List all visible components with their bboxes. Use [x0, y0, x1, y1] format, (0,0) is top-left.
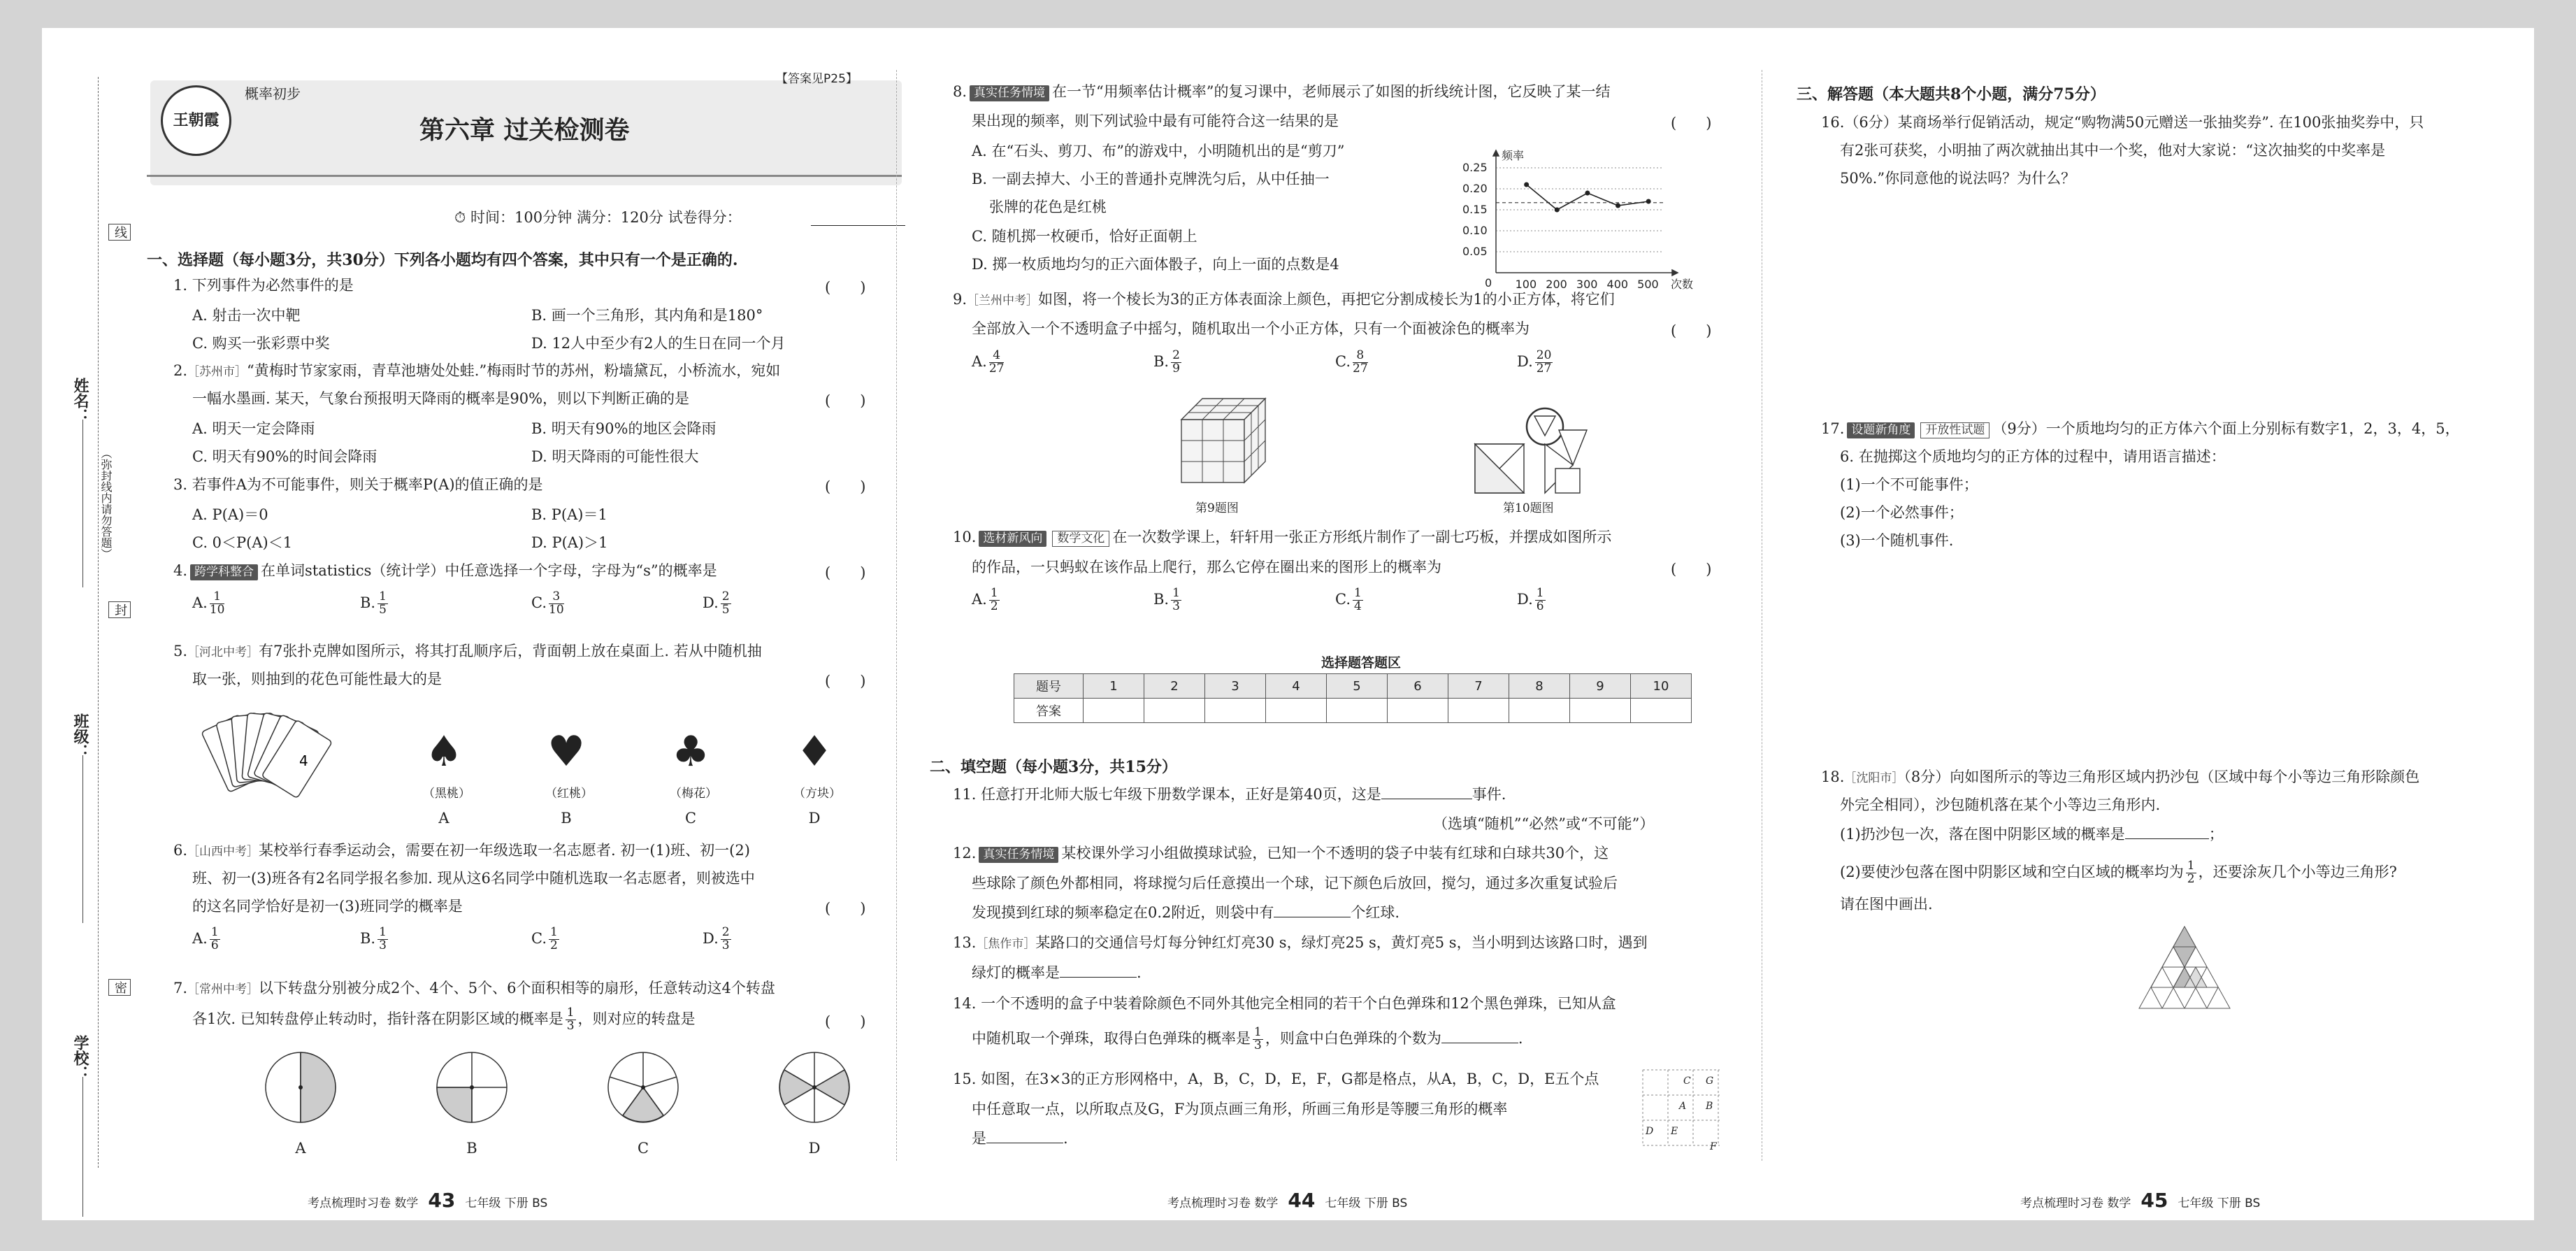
- q6-option-d: D. $\frac{2}{3}$: [703, 925, 730, 952]
- school-underline: [82, 1077, 83, 1217]
- suit-name-club: （梅花）: [670, 787, 717, 801]
- page-title: 第六章 过关检测卷: [419, 116, 630, 145]
- y-axis-label: 频率: [1502, 149, 1525, 162]
- side-label-line: 线: [108, 224, 131, 241]
- q5-option-d: D: [808, 810, 821, 827]
- q1-answer-paren[interactable]: ( ): [825, 279, 866, 296]
- q6-line2: 班、初一(3)班各有2名同学报名参加. 现从这6名同学中随机选取一名志愿者，则被选中: [192, 870, 755, 887]
- q10-option-b: B. $\frac{1}{3}$: [1153, 586, 1180, 613]
- q1-stem: 1. 下列事件为必然事件的是: [173, 277, 354, 294]
- q16-answer-space[interactable]: [1821, 196, 2520, 406]
- q6-option-b: B. $\frac{1}{3}$: [360, 925, 387, 952]
- q5-line2: 取一张，则抽到的花色可能性最大的是: [192, 671, 442, 687]
- name-underline: [82, 420, 83, 587]
- frequency-series-line: [1527, 185, 1649, 210]
- q1-option-b: B. 画一个三角形，其内角和是180°: [531, 307, 763, 324]
- side-label-secret: 密: [108, 979, 131, 996]
- exam-sheet: [42, 28, 2534, 1220]
- q9-answer-paren[interactable]: ( ): [1671, 322, 1712, 339]
- q10-option-a: A. $\frac{1}{2}$: [972, 586, 998, 613]
- q17-sub1: (1)一个不可能事件；: [1840, 476, 1978, 493]
- answer-cell[interactable]: [1266, 699, 1327, 723]
- q9-option-d: D. $\frac{20}{27}$: [1517, 348, 1552, 376]
- grid-figure-q15: [1636, 1063, 1727, 1154]
- q16-line3: 50%.”你同意他的说法吗？为什么？: [1840, 170, 2076, 187]
- q5-answer-paren[interactable]: ( ): [825, 673, 866, 689]
- fig9-caption: 第9题图: [1195, 501, 1239, 515]
- q8-line1: 8. 真实任务情境 在一节“用频率估计概率”的复习课中，老师展示了如图的折线统计图，它反映了某一结: [953, 83, 1611, 101]
- grid-point-d: D: [1646, 1126, 1654, 1137]
- footer-page-44: 考点梳理时习卷 数学 44 七年级 下册 BS: [1167, 1189, 1408, 1212]
- q18-line1: 18.［沈阳市］（8分）向如图所示的等边三角形区域内扔沙包（区域中每个小等边三角形除颜色: [1821, 769, 2420, 785]
- q18-blank[interactable]: [2125, 826, 2209, 839]
- spinner-label-d: D: [808, 1140, 821, 1157]
- answer-cell[interactable]: [1509, 699, 1570, 723]
- playing-cards-figure: [199, 699, 346, 804]
- q12-line2: 些球除了颜色外都相同，将球搅匀后任意摸出一个球，记下颜色后放回，搅匀，通过多次重复试验后: [972, 875, 1618, 892]
- q16-line1: 16.（6分）某商场举行促销活动，规定“购物满50元赠送一张抽奖券”. 在100张抽奖券中，只: [1821, 114, 2424, 131]
- q18-line2: 外完全相同），沙包随机落在某个小等边三角形内.: [1840, 796, 2161, 813]
- x-tick-label: 300: [1576, 278, 1598, 291]
- answer-cell[interactable]: [1631, 699, 1692, 723]
- suit-name-diamond: （方块）: [793, 787, 841, 801]
- x-axis-label: 次数: [1671, 278, 1694, 291]
- section2-title: 二、填空题（每小题3分，共15分）: [930, 758, 1177, 776]
- q10-line2: 的作品，一只蚂蚁在该作品上爬行，那么它停在圈出来的图形上的概率为: [972, 559, 1441, 576]
- frequency-line-chart: [1454, 129, 1694, 301]
- answer-number: 1: [1084, 674, 1144, 699]
- q9-line2: 全部放入一个不透明盒子中摇匀，随机取出一个小正方体，只有一个面被涂色的概率为: [972, 320, 1530, 337]
- frequency-point: [1646, 199, 1651, 204]
- q5-option-b: B: [561, 810, 572, 827]
- q10-answer-paren[interactable]: ( ): [1671, 561, 1712, 578]
- footer-page-45: 考点梳理时习卷 数学 45 七年级 下册 BS: [2020, 1189, 2261, 1212]
- q14-line1: 14. 一个不透明的盒子中装着除颜色不同外其他完全相同的若干个白色弹珠和12个黑色弹珠，已知从盒: [953, 995, 1616, 1012]
- q12-line3: 发现摸到红球的频率稳定在0.2附近，则袋中有 个红球.: [972, 904, 1400, 921]
- q2-option-d: D. 明天降雨的可能性很大: [531, 448, 699, 465]
- q9-option-c: C. $\frac{8}{27}$: [1335, 348, 1368, 376]
- q10-line1: 10. 选材新风向 数学文化 在一次数学课上，轩轩用一张正方形纸片制作了一副七巧板，并摆成如图所示: [953, 528, 1611, 547]
- q7-line2: 各1次. 已知转盘停止转动时，指针落在阴影区域的概率是 $\frac{1}{3}$ ，则对应的转盘是: [192, 1006, 696, 1033]
- q8-option-c: C. 随机掷一枚硬币，恰好正面朝上: [972, 228, 1197, 245]
- side-label-name: 姓名：: [71, 378, 89, 424]
- answer-cell[interactable]: [1084, 699, 1144, 723]
- q5-line1: 5.［河北中考］有7张扑克牌如图所示，将其打乱顺序后，背面朝上放在桌面上. 若从中随机抽: [173, 643, 762, 659]
- q15-line1: 15. 如图，在3×3的正方形网格中，A，B，C，D，E，F，G都是格点，从A，B，C，D，E五个点: [953, 1071, 1599, 1087]
- q4-option-a: A. $\frac{1}{10}$: [192, 589, 225, 617]
- diamond-icon: ♦: [796, 727, 833, 776]
- q9-option-a: A. $\frac{4}{27}$: [972, 348, 1005, 376]
- frequency-point: [1616, 203, 1620, 208]
- q17-line1: 17. 设题新角度 开放性试题 （9分）一个质地均匀的正方体六个面上分别标有数字1，2，3，4，5，: [1821, 420, 2460, 438]
- answer-table-label: 题号: [1014, 674, 1084, 699]
- q10-option-c: C. $\frac{1}{4}$: [1335, 586, 1362, 613]
- q5-option-a: A: [438, 810, 449, 827]
- q15-line2: 中任意取一点，以所取点及G，F为顶点画三角形，所画三角形是等腰三角形的概率: [972, 1101, 1508, 1117]
- q3-option-a: A. P(A)＝0: [192, 506, 268, 523]
- score-field[interactable]: [811, 225, 905, 226]
- q17-line2: 6. 在抛掷这个质地均匀的正方体的过程中，请用语言描述：: [1840, 448, 2226, 465]
- q2-option-a: A. 明天一定会降雨: [192, 420, 315, 437]
- answer-number: 2: [1144, 674, 1205, 699]
- suit-name-heart: （红桃）: [545, 787, 593, 801]
- chapter-topic: 概率初步: [245, 85, 301, 102]
- answer-table-header-row: [1014, 674, 1692, 699]
- column-divider-1: [896, 70, 897, 1161]
- q1-option-a: A. 射击一次中靶: [192, 307, 301, 324]
- answer-reference: 【答案见P25】: [776, 72, 858, 86]
- q3-answer-paren[interactable]: ( ): [825, 478, 866, 495]
- answer-cell[interactable]: [1327, 699, 1388, 723]
- brand-logo: 王朝霞: [161, 85, 231, 156]
- grid-point-a: A: [1679, 1101, 1687, 1112]
- y-tick-label: 0.15: [1462, 203, 1488, 216]
- answer-number: 3: [1205, 674, 1266, 699]
- q13-blank[interactable]: [1060, 964, 1137, 978]
- grid-point-e: E: [1671, 1126, 1678, 1137]
- frequency-point: [1555, 208, 1560, 213]
- q4-stem: 4. 跨学科整合 在单词statistics（统计学）中任意选择一个字母，字母为“s”的概率是: [173, 562, 717, 580]
- answer-cell[interactable]: [1144, 699, 1205, 723]
- answer-number: 9: [1570, 674, 1631, 699]
- q15-blank[interactable]: [986, 1130, 1063, 1143]
- answer-number: 8: [1509, 674, 1570, 699]
- q18-sub3: 请在图中画出.: [1840, 896, 1933, 913]
- q9-line1: 9.［兰州中考］如图，将一个棱长为3的正方体表面涂上颜色，再把它分割成棱长为1的小正方体，将它们: [953, 291, 1615, 308]
- q14-blank[interactable]: [1441, 1030, 1518, 1043]
- q1-option-c: C. 购买一张彩票中奖: [192, 335, 330, 352]
- frequency-point: [1524, 183, 1529, 187]
- q3-option-d: D. P(A)＞1: [531, 534, 608, 551]
- class-underline: [82, 755, 83, 923]
- q14-line2: 中随机取一个弹珠，取得白色弹珠的概率是 $\frac{1}{3}$ ，则盒中白色弹珠的个数为 .: [972, 1025, 1523, 1052]
- footer-page-43: 考点梳理时习卷 数学 43 七年级 下册 BS: [308, 1189, 548, 1212]
- grid-point-c: C: [1683, 1075, 1691, 1087]
- q11-blank[interactable]: [1381, 786, 1472, 799]
- q18-sub1: (1)扔沙包一次，落在图中阴影区域的概率是 ；: [1840, 826, 2224, 843]
- answer-number: 5: [1327, 674, 1388, 699]
- q17-sub2: (2)一个必然事件；: [1840, 504, 1964, 521]
- exam-meta: ⏱ 时间：100分钟 满分：120分 试卷得分：: [454, 209, 742, 226]
- spade-icon: ♠: [425, 727, 463, 776]
- grid-point-b: B: [1706, 1101, 1713, 1112]
- club-icon: ♣: [672, 727, 710, 776]
- frequency-point: [1585, 191, 1590, 196]
- q3-stem: 3. 若事件A为不可能事件，则关于概率P(A)的值正确的是: [173, 476, 543, 493]
- answer-table: [1014, 673, 1692, 723]
- grid-point-g: G: [1706, 1075, 1714, 1087]
- q8-option-b-line2: 张牌的花色是红桃: [989, 199, 1107, 215]
- answer-table-answer-row: [1014, 699, 1692, 723]
- answer-number: 7: [1448, 674, 1509, 699]
- answer-area-title: 选择题答题区: [1321, 655, 1402, 671]
- y-axis-arrow: [1493, 150, 1499, 156]
- section1-title: 一、选择题（每小题3分，共30分）下列各小题均有四个答案，其中只有一个是正确的.: [147, 251, 738, 269]
- x-axis-arrow: [1672, 270, 1678, 276]
- q6-line3: 的这名同学恰好是初一(3)班同学的概率是: [192, 898, 463, 915]
- q4-option-b: B. $\frac{1}{5}$: [360, 589, 387, 617]
- q13-line2: 绿灯的概率是 .: [972, 964, 1142, 981]
- q4-answer-paren[interactable]: ( ): [825, 564, 866, 581]
- triangle-grid-figure[interactable]: [2132, 923, 2237, 1014]
- q1-option-d: D. 12人中至少有2人的生日在同一个月: [531, 335, 786, 352]
- q2-answer-paren[interactable]: ( ): [825, 392, 866, 409]
- q12-blank[interactable]: [1274, 904, 1351, 917]
- side-label-seal: 封: [108, 601, 131, 618]
- answer-cell[interactable]: [1570, 699, 1631, 723]
- q2-line1: 2.［苏州市］“黄梅时节家家雨，青草池塘处处蛙.”梅雨时节的苏州，粉墙黛瓦，小桥流水，宛如: [173, 362, 781, 379]
- q17-answer-space[interactable]: [1821, 559, 2520, 755]
- q7-line1: 7.［常州中考］以下转盘分别被分成2个、4个、5个、6个面积相等的扇形，任意转动这4个转盘: [173, 980, 775, 996]
- section3-title: 三、解答题（本大题共8个小题，满分75分）: [1797, 85, 2106, 103]
- q2-option-c: C. 明天有90%的时间会降雨: [192, 448, 377, 465]
- suit-name-spade: （黑桃）: [423, 787, 470, 801]
- side-label-notice: （弥封线内请勿答题）: [99, 448, 113, 559]
- answer-number: 10: [1631, 674, 1692, 699]
- y-tick-label: 0.20: [1462, 182, 1488, 195]
- q6-answer-paren[interactable]: ( ): [825, 900, 866, 917]
- side-label-school: 学校：: [71, 1035, 89, 1081]
- heart-icon: ♥: [547, 727, 585, 776]
- answer-number: 6: [1388, 674, 1448, 699]
- y-tick-label: 0.10: [1462, 224, 1488, 237]
- q2-option-b: B. 明天有90%的地区会降雨: [531, 420, 717, 437]
- q4-option-c: C. $\frac{3}{10}$: [531, 589, 564, 617]
- q11-line1: 11. 任意打开北师大版七年级下册数学课本，正好是第40页，这是 事件.: [953, 786, 1506, 803]
- cube-figure: [1174, 392, 1279, 489]
- x-tick-label: 100: [1515, 278, 1537, 291]
- spinner-figures: [259, 1045, 860, 1136]
- q16-line2: 有2张可获奖，小明抽了两次就抽出其中一个奖，他对大家说：“这次抽奖的中奖率是: [1840, 142, 2386, 159]
- card-face-value: 4: [299, 752, 308, 769]
- answer-cell[interactable]: [1205, 699, 1266, 723]
- q9-option-b: B. $\frac{2}{9}$: [1153, 348, 1180, 376]
- q2-line2: 一幅水墨画. 某天，气象台预报明天降雨的概率是90%，则以下判断正确的是: [192, 390, 690, 407]
- q15-line3: 是 .: [972, 1130, 1068, 1147]
- q10-option-d: D. $\frac{1}{6}$: [1517, 586, 1544, 613]
- q6-option-a: A. $\frac{1}{6}$: [192, 925, 219, 952]
- q11-line2: （选填“随机”“必然”或“不可能”）: [1433, 815, 1655, 832]
- q6-line1: 6.［山西中考］某校举行春季运动会，需要在初一年级选取一名志愿者. 初一(1)班、初一(2): [173, 842, 750, 859]
- title-rule: [147, 175, 902, 177]
- x-tick-label: 200: [1546, 278, 1567, 291]
- seal-line: [98, 77, 99, 1168]
- y-tick-label: 0.05: [1462, 245, 1488, 258]
- q5-option-c: C: [684, 810, 697, 827]
- x-tick-label: 400: [1606, 278, 1629, 291]
- spinner-label-c: C: [637, 1140, 649, 1157]
- answer-cell[interactable]: [1388, 699, 1448, 723]
- q8-option-a: A. 在“石头、剪刀、布”的游戏中，小明随机出的是“剪刀”: [972, 143, 1345, 159]
- side-label-class: 班级：: [71, 713, 89, 759]
- answer-number: 4: [1266, 674, 1327, 699]
- q18-sub2: (2)要使沙包落在图中阴影区域和空白区域的概率均为 $\frac{1}{2}$ ，还要涂灰几个小等边三角形?: [1840, 859, 2397, 886]
- grid-point-f: F: [1710, 1141, 1717, 1152]
- q8-answer-paren[interactable]: ( ): [1671, 115, 1712, 131]
- q12-line1: 12. 真实任务情境 某校课外学习小组做摸球试验，已知一个不透明的袋子中装有红球和白球共30个，这: [953, 844, 1609, 863]
- q17-sub3: (3)一个随机事件.: [1840, 532, 1954, 549]
- q8-line2: 果出现的频率，则下列试验中最有可能符合这一结果的是: [972, 113, 1339, 129]
- origin-label: 0: [1485, 276, 1492, 289]
- answer-cell[interactable]: [1448, 699, 1509, 723]
- y-tick-label: 0.25: [1462, 161, 1488, 174]
- answer-row-label: 答案: [1014, 699, 1084, 723]
- q3-option-b: B. P(A)＝1: [531, 506, 607, 523]
- q6-option-c: C. $\frac{1}{2}$: [531, 925, 558, 952]
- fig10-caption: 第10题图: [1503, 501, 1554, 515]
- spinner-label-b: B: [466, 1140, 477, 1157]
- x-tick-label: 500: [1637, 278, 1659, 291]
- q4-option-d: D. $\frac{2}{5}$: [703, 589, 730, 617]
- spinner-label-a: A: [295, 1140, 306, 1157]
- q8-option-d: D. 掷一枚质地均匀的正六面体骰子，向上一面的点数是4: [972, 256, 1339, 273]
- q3-option-c: C. 0＜P(A)＜1: [192, 534, 293, 551]
- q7-answer-paren[interactable]: ( ): [825, 1013, 866, 1030]
- tangram-figure: [1461, 402, 1594, 500]
- q13-line1: 13.［焦作市］某路口的交通信号灯每分钟红灯亮30 s，绿灯亮25 s，黄灯亮5 s，当小明到达该路口时，遇到: [953, 934, 1648, 951]
- q8-option-b-line1: B. 一副去掉大、小王的普通扑克牌洗匀后，从中任抽一: [972, 171, 1330, 187]
